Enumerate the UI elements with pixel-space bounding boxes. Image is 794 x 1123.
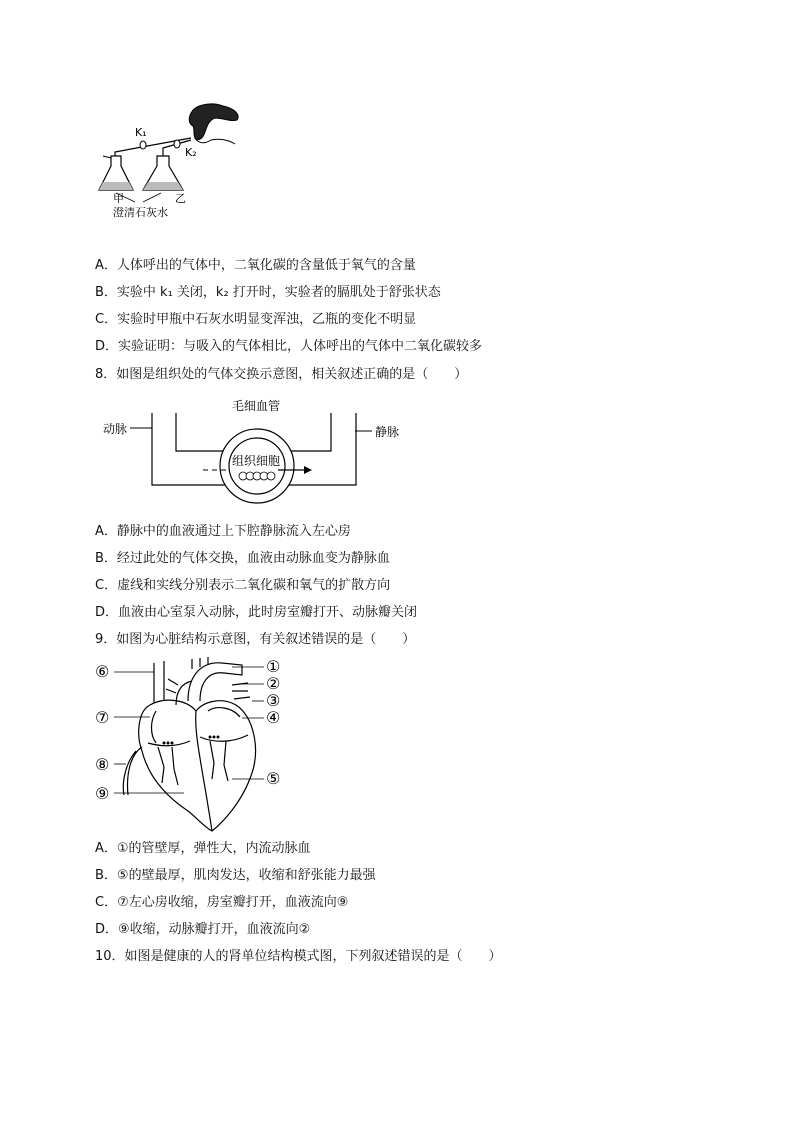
q9-option-a: A．①的管壁厚，弹性大，内流动脉血 bbox=[95, 841, 311, 856]
label-artery: 动脉 bbox=[103, 422, 128, 436]
label-2: ② bbox=[266, 674, 281, 693]
label-vein: 静脉 bbox=[375, 425, 400, 439]
heart-outline bbox=[139, 700, 256, 831]
q9-option-d: D．⑨收缩，动脉瓣打开，血液流向② bbox=[95, 922, 311, 937]
label-limewater: 澄清石灰水 bbox=[113, 206, 168, 219]
q8-option-c: C．虚线和实线分别表示二氧化碳和氧气的扩散方向 bbox=[95, 578, 391, 593]
label-7: ⑦ bbox=[95, 708, 110, 727]
q10-stem: 10．如图是健康的人的肾单位结构模式图，下列叙述错误的是（ ） bbox=[95, 949, 502, 964]
label-tissue-cells: 组织细胞 bbox=[232, 454, 281, 468]
person-head-drawing bbox=[189, 104, 238, 140]
aorta-arch bbox=[188, 663, 242, 701]
label-4: ④ bbox=[266, 708, 281, 727]
gas-exchange-figure bbox=[100, 395, 420, 520]
q7-option-c: C．实验时甲瓶中石灰水明显变浑浊，乙瓶的变化不明显 bbox=[95, 312, 417, 327]
inferior-vena-cava bbox=[123, 747, 142, 795]
q8-stem: 8．如图是组织处的气体交换示意图，相关叙述正确的是（ ） bbox=[95, 367, 468, 382]
q8-option-d: D．血液由心室泵入动脉，此时房室瓣打开、动脉瓣关闭 bbox=[95, 605, 418, 620]
septum bbox=[196, 711, 212, 831]
q9-option-c: C．⑦左心房收缩，房室瓣打开，血液流向⑨ bbox=[95, 895, 349, 910]
q8-option-a: A．静脉中的血液通过上下腔静脉流入左心房 bbox=[95, 524, 351, 539]
label-1: ① bbox=[266, 657, 281, 676]
label-jia: 甲 bbox=[113, 192, 124, 205]
label-5: ⑤ bbox=[266, 769, 281, 788]
superior-vena-cava bbox=[154, 661, 164, 703]
heart-structure-figure bbox=[92, 655, 297, 835]
label-6: ⑥ bbox=[95, 662, 110, 681]
label-k1: K₁ bbox=[135, 126, 147, 139]
q9-stem: 9．如图为心脏结构示意图，有关叙述错误的是（ ） bbox=[95, 632, 416, 647]
label-capillary: 毛细血管 bbox=[232, 399, 281, 413]
red-blood-cells bbox=[239, 472, 275, 480]
q7-option-a: A．人体呼出的气体中，二氧化碳的含量低于氧气的含量 bbox=[95, 258, 416, 273]
label-8: ⑧ bbox=[95, 755, 110, 774]
q7-option-d: D．实验证明：与吸入的气体相比，人体呼出的气体中二氧化碳较多 bbox=[95, 339, 483, 354]
q7-option-b: B．实验中 k₁ 关闭，k₂ 打开时，实验者的膈肌处于舒张状态 bbox=[95, 285, 441, 300]
breathing-apparatus-figure bbox=[95, 98, 245, 223]
label-k2: K₂ bbox=[185, 146, 197, 159]
q8-option-b: B．经过此处的气体交换，血液由动脉血变为静脉血 bbox=[95, 551, 390, 566]
label-9: ⑨ bbox=[95, 784, 110, 803]
q9-option-b: B．⑤的壁最厚，肌肉发达，收缩和舒张能力最强 bbox=[95, 868, 376, 883]
label-3: ③ bbox=[266, 691, 281, 710]
label-yi: 乙 bbox=[175, 192, 186, 205]
